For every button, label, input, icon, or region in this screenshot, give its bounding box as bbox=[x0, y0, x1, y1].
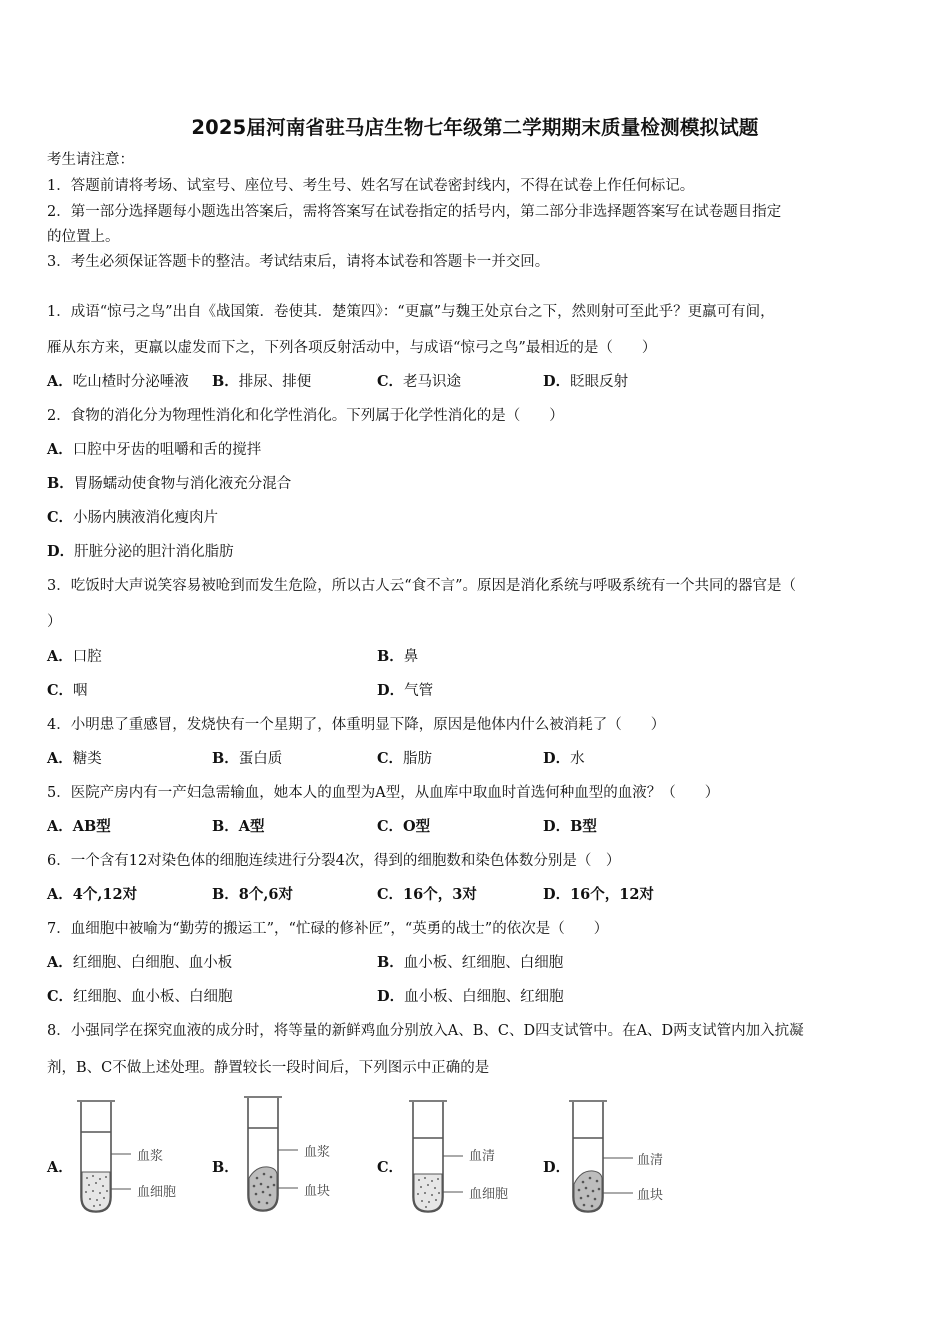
question-7-text: 7．血细胞中被喻为“勤劳的搬运工”，“忙碌的修补匠”，“英勇的战士”的依次是（ ） bbox=[47, 921, 609, 937]
page-title: 2025届河南省驻马店生物七年级第二学期期末质量检测模拟试题 bbox=[191, 116, 759, 139]
figure-label: B． bbox=[212, 1159, 239, 1176]
lower-layer-label: 血细胞 bbox=[469, 1187, 509, 1202]
option-c: C．咽 bbox=[47, 682, 88, 699]
option-b: B．蛋白质 bbox=[212, 750, 283, 767]
figure-label: A． bbox=[47, 1159, 73, 1176]
question-4-text: 4．小明患了重感冒，发烧快有一个星期了，体重明显下降，原因是他体内什么被消耗了（ ） bbox=[47, 717, 666, 733]
question-6-text: 6．一个含有12对染色体的细胞连续进行分裂4次，得到的细胞数和染色体数分别是（ ） bbox=[47, 853, 621, 869]
option-a: A．4个,12对 bbox=[47, 886, 138, 903]
option-d: D．眨眼反射 bbox=[543, 373, 629, 390]
option-b: B．8个,6对 bbox=[212, 886, 293, 903]
notice-item: 2．第一部分选择题每小题选出答案后，需将答案写在试卷指定的括号内，第二部分非选择题答案写在试卷题目指定 bbox=[47, 204, 782, 220]
option-c: C．脂肪 bbox=[377, 750, 433, 767]
option-a: A．糖类 bbox=[47, 750, 102, 767]
lower-layer-label: 血细胞 bbox=[137, 1185, 177, 1200]
option-c: C．红细胞、血小板、白细胞 bbox=[47, 988, 233, 1005]
option-c: C．老马识途 bbox=[377, 373, 462, 390]
option-b: B．鼻 bbox=[377, 648, 419, 665]
figure-label: C． bbox=[377, 1159, 404, 1176]
figure-label: D． bbox=[543, 1159, 571, 1176]
notice-heading: 考生请注意： bbox=[47, 152, 134, 168]
option-d: D．B型 bbox=[543, 818, 597, 835]
question-8-text: 剂，B、C不做上述处理。静置较长一段时间后，下列图示中正确的是 bbox=[47, 1060, 490, 1076]
option-b: B．A型 bbox=[212, 818, 265, 835]
option-a: A．口腔中牙齿的咀嚼和舌的搅拌 bbox=[47, 441, 262, 458]
question-3-text: 3．吃饭时大声说笑容易被呛到而发生危险，所以古人云“食不言”。原因是消化系统与呼吸系统有一个共同的器官是（ bbox=[47, 578, 797, 594]
lower-layer-label: 血块 bbox=[637, 1188, 664, 1203]
option-d: D．血小板、白细胞、红细胞 bbox=[377, 988, 564, 1005]
upper-layer-label: 血浆 bbox=[137, 1149, 164, 1164]
upper-layer-label: 血清 bbox=[637, 1153, 664, 1168]
question-5-text: 5．医院产房内有一产妇急需输血，她本人的血型为A型，从血库中取血时首选何种血型的血液？（ ） bbox=[47, 785, 720, 801]
question-3-text: ） bbox=[47, 614, 62, 630]
notice-item: 1．答题前请将考场、试室号、座位号、考生号、姓名写在试卷密封线内，不得在试卷上作任何标记。 bbox=[47, 178, 695, 194]
lower-layer-label: 血块 bbox=[304, 1184, 331, 1199]
option-c: C．O型 bbox=[377, 818, 431, 835]
option-d: D．气管 bbox=[377, 682, 434, 699]
option-a: A．AB型 bbox=[47, 818, 111, 835]
option-a: A．口腔 bbox=[47, 648, 102, 665]
upper-layer-label: 血浆 bbox=[304, 1145, 331, 1160]
option-b: B．排尿、排便 bbox=[212, 373, 312, 390]
figure-option-d bbox=[543, 1092, 743, 1222]
option-b: B．血小板、红细胞、白细胞 bbox=[377, 954, 564, 971]
upper-layer-label: 血清 bbox=[469, 1149, 496, 1164]
option-d: D．16个，12对 bbox=[543, 886, 654, 903]
option-c: C．16个，3对 bbox=[377, 886, 477, 903]
notice-item: 的位置上。 bbox=[47, 229, 120, 245]
option-b: B．胃肠蠕动使食物与消化液充分混合 bbox=[47, 475, 292, 492]
option-d: D．水 bbox=[543, 750, 585, 767]
option-c: C．小肠内胰液消化瘦肉片 bbox=[47, 509, 219, 526]
question-8-text: 8．小强同学在探究血液的成分时，将等量的新鲜鸡血分别放入A、B、C、D四支试管中。在A、D两支试管内加入抗凝 bbox=[47, 1023, 804, 1039]
question-1-text: 1．成语“惊弓之鸟”出自《战国策．卷使其．楚策四》：“更羸”与魏王处京台之下，然则射可至此乎？更羸可有间， bbox=[47, 304, 775, 320]
option-a: A．吃山楂时分泌唾液 bbox=[47, 373, 189, 390]
option-a: A．红细胞、白细胞、血小板 bbox=[47, 954, 233, 971]
option-d: D．肝脏分泌的胆汁消化脂肪 bbox=[47, 543, 234, 560]
question-2-text: 2．食物的消化分为物理性消化和化学性消化。下列属于化学性消化的是（ ） bbox=[47, 408, 564, 424]
question-1-text: 雁从东方来，更羸以虚发而下之，下列各项反射活动中，与成语“惊弓之鸟”最相近的是（ ） bbox=[47, 340, 657, 356]
notice-item: 3．考生必须保证答题卡的整洁。考试结束后，请将本试卷和答题卡一并交回。 bbox=[47, 254, 550, 270]
